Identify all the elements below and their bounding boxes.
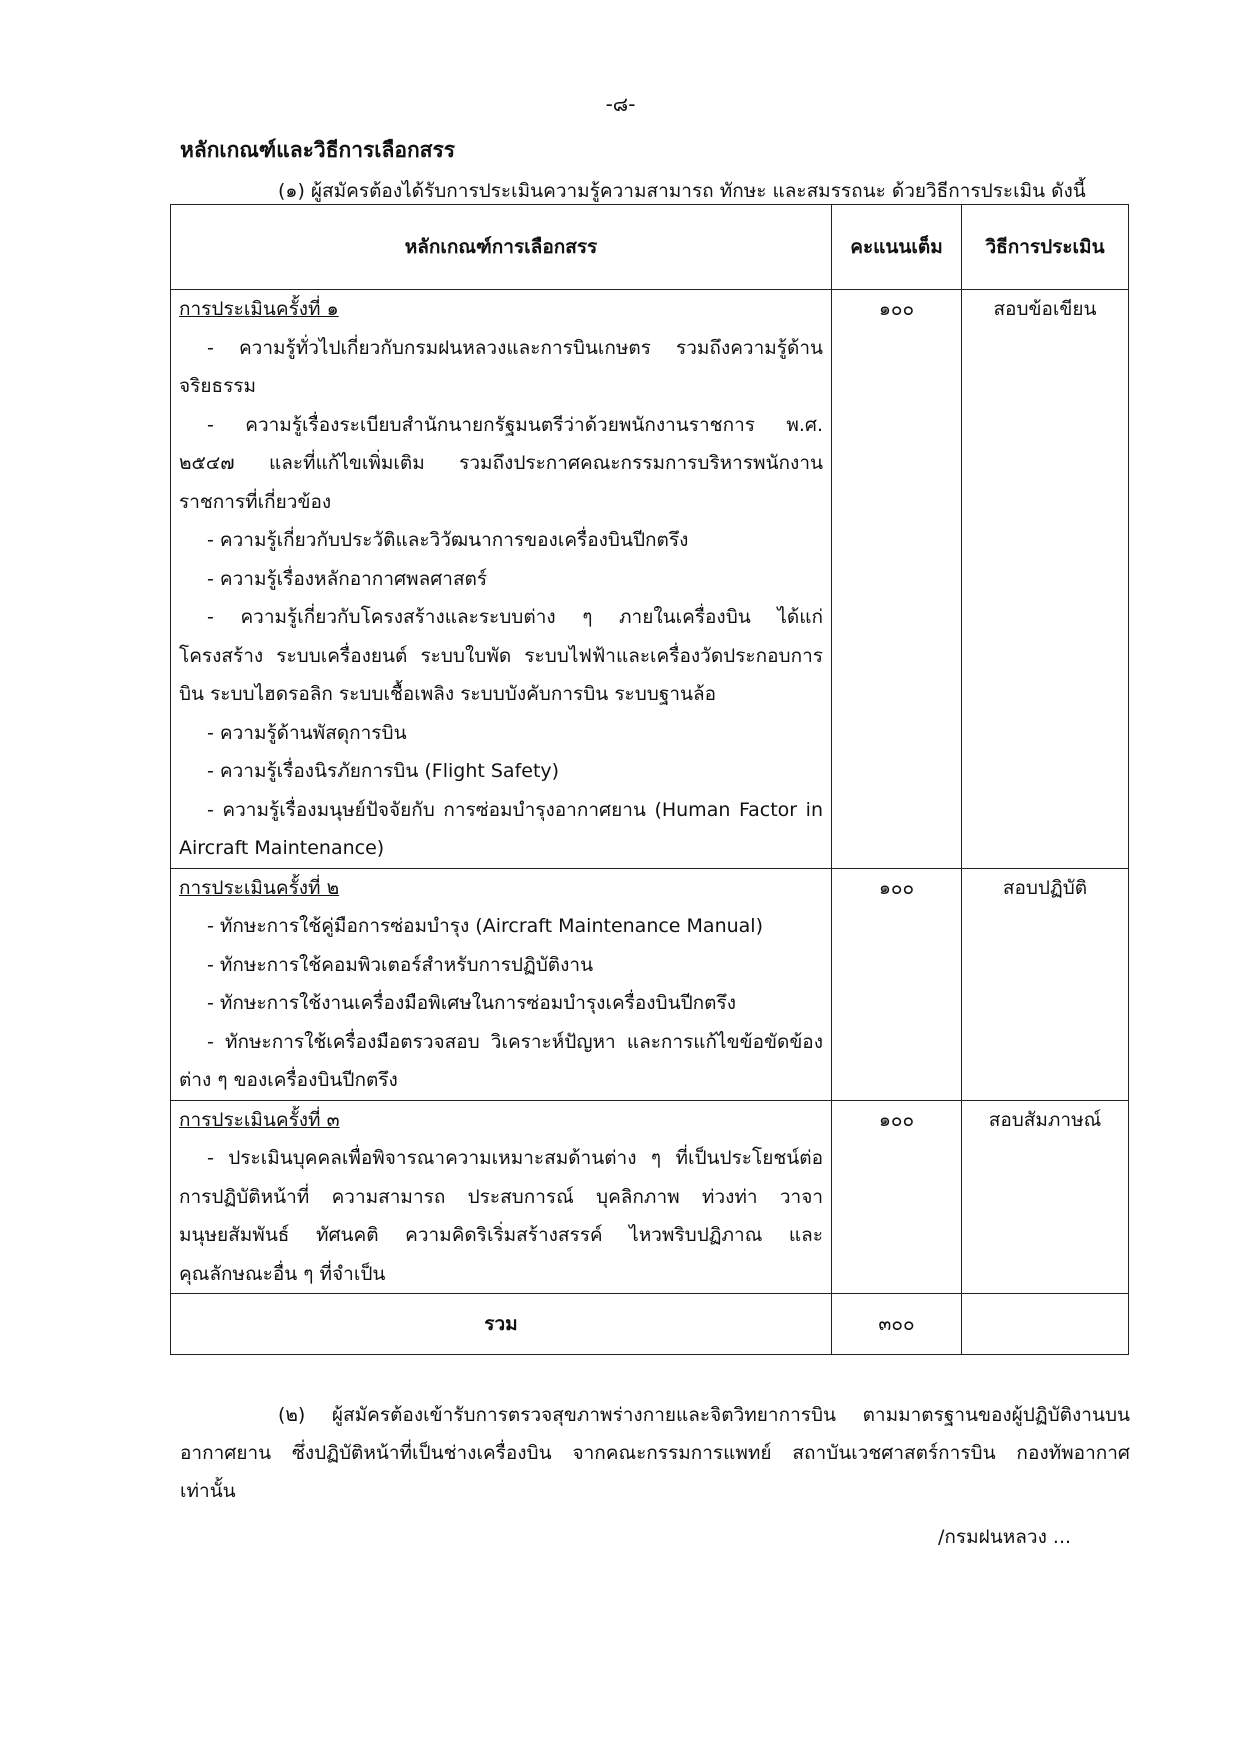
list-item: - ความรู้ทั่วไปเกี่ยวกับกรมฝนหลวงและการบินเกษตร รวมถึงความรู้ด้านจริยธรรม (179, 336, 823, 397)
round-3-title: การประเมินครั้งที่ ๓ (179, 1108, 340, 1131)
list-item: - ทักษะการใช้งานเครื่องมือพิเศษในการซ่อมบำรุงเครื่องบินปีกตรึง (207, 992, 736, 1014)
list-item: - ทักษะการใช้คู่มือการซ่อมบำรุง (Aircraft Maintenance Manual) (207, 915, 763, 937)
table-row-round-1 (171, 290, 1129, 869)
round-2-criteria-cell (171, 868, 832, 1100)
list-item: - ความรู้เกี่ยวกับประวัติและวิวัฒนาการของเครื่องบินปีกตรึง (207, 529, 689, 551)
list-item: - ทักษะการใช้เครื่องมือตรวจสอบ วิเคราะห์ปัญหา และการแก้ไขข้อขัดข้องต่าง ๆ ของเครื่องบินปีกตรึง (179, 1030, 823, 1091)
list-item: - ทักษะการใช้คอมพิวเตอร์สำหรับการปฏิบัติงาน (207, 953, 594, 976)
list-item: - ความรู้เรื่องมนุษย์ปัจจัยกับ การซ่อมบำรุงอากาศยาน (Human Factor in Aircraft Maintenance) (179, 798, 823, 859)
header-method: วิธีการประเมิน (962, 205, 1129, 290)
list-item: - ความรู้เรื่องนิรภัยการบิน (Flight Safety) (207, 760, 560, 782)
round-3-criteria-cell (171, 1100, 832, 1294)
selection-criteria-table (170, 204, 1129, 1355)
round-1-method: สอบข้อเขียน (962, 290, 1129, 869)
round-2-title: การประเมินครั้งที่ ๒ (179, 876, 340, 899)
round-1-title: การประเมินครั้งที่ ๑ (179, 298, 339, 320)
intro-paragraph: (๑) ผู้สมัครต้องได้รับการประเมินความรู้ความสามารถ ทักษะ และสมรรถนะ ด้วยวิธีการประเมิน ดังนี้ (278, 180, 1086, 202)
page-number: -๘- (605, 92, 636, 116)
table-row-total (171, 1294, 1129, 1355)
table-header-row (171, 205, 1129, 290)
round-3-method: สอบสัมภาษณ์ (962, 1100, 1129, 1294)
round-2-method: สอบปฏิบัติ (962, 868, 1129, 1100)
round-1-criteria-cell (171, 290, 832, 869)
list-item: - ความรู้เรื่องระเบียบสำนักนายกรัฐมนตรีว่าด้วยพนักงานราชการ พ.ศ. ๒๕๔๗ และที่แก้ไขเพิ่มเติม รวมถึงประกาศคณะกรรมการบริหารพนักงานราชการที่เกี่ยวข้อง (179, 413, 823, 513)
continuation-note: /กรมฝนหลวง ... (938, 1526, 1072, 1548)
header-criteria: หลักเกณฑ์การเลือกสรร (171, 205, 832, 290)
list-item: - ความรู้ด้านพัสดุการบิน (207, 721, 407, 744)
round-2-score: ๑๐๐ (832, 868, 962, 1100)
header-full-score: คะแนนเต็ม (832, 205, 962, 290)
total-score: ๓๐๐ (832, 1294, 962, 1355)
total-label: รวม (171, 1294, 832, 1355)
list-item: - ความรู้เรื่องหลักอากาศพลศาสตร์ (207, 567, 488, 590)
list-item: - ความรู้เกี่ยวกับโครงสร้างและระบบต่าง ๆ ภายในเครื่องบิน ได้แก่ โครงสร้าง ระบบเครื่องยนต์ ระบบใบพัด ระบบไฟฟ้าและเครื่องวัดประกอบการบิน ระบบไฮดรอลิก ระบบเชื้อเพลิง ระบบบังคับการบิน ระบบฐานล้อ (179, 606, 823, 705)
list-item: - ประเมินบุคคลเพื่อพิจารณาความเหมาะสมด้านต่าง ๆ ที่เป็นประโยชน์ต่อการปฏิบัติหน้าที่ ความสามารถ ประสบการณ์ บุคลิกภาพ ท่วงท่า วาจา มนุษยสัมพันธ์ ทัศนคติ ความคิดริเริ่มสร้างสรรค์ ไหวพริบปฏิภาณ และคุณลักษณะอื่น ๆ ที่จำเป็น (179, 1147, 823, 1285)
round-3-score: ๑๐๐ (832, 1100, 962, 1294)
section-heading: หลักเกณฑ์และวิธีการเลือกสรร (180, 138, 456, 162)
table-row-round-2 (171, 868, 1129, 1100)
health-check-paragraph: (๒) ผู้สมัครต้องเข้ารับการตรวจสุขภาพร่างกายและจิตวิทยาการบิน ตามมาตรฐานของผู้ปฏิบัติงานบนอากาศยาน ซึ่งปฏิบัติหน้าที่เป็นช่างเครื่องบิน จากคณะกรรมการแพทย์ สถาบันเวชศาสตร์การบิน กองทัพอากาศ เท่านั้น (180, 1404, 1130, 1502)
table-row-round-3 (171, 1100, 1129, 1294)
total-method (962, 1294, 1129, 1355)
round-1-score: ๑๐๐ (832, 290, 962, 869)
